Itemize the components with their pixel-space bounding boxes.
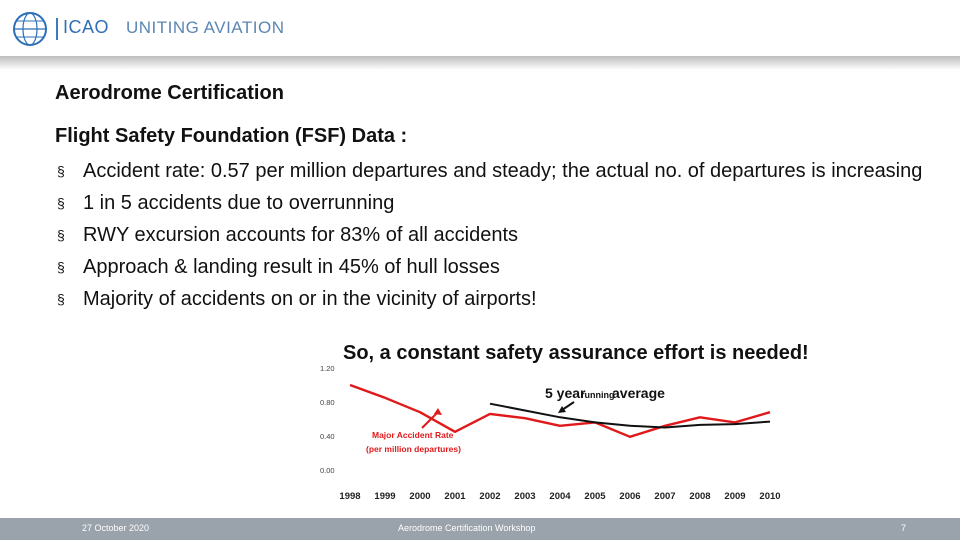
bullet-text: Majority of accidents on or in the vicinity of airports! bbox=[83, 288, 537, 310]
x-tick-label: 2005 bbox=[584, 491, 606, 502]
slide-title: Aerodrome Certification bbox=[55, 82, 284, 104]
y-tick-label: 1.20 bbox=[320, 364, 335, 373]
icao-globe-icon bbox=[12, 11, 48, 47]
x-tick-label: 2002 bbox=[479, 491, 501, 502]
x-tick-label: 2010 bbox=[759, 491, 781, 502]
bullet-text: RWY excursion accounts for 83% of all accidents bbox=[83, 224, 519, 246]
bullet-icon: § bbox=[57, 259, 65, 275]
bullet-item bbox=[55, 159, 935, 183]
bullet-icon: § bbox=[57, 291, 65, 307]
major-rate-arrowhead bbox=[434, 408, 442, 415]
bullet-text: Accident rate: 0.57 per million departures and steady; the actual no. of departures is increasing bbox=[83, 160, 923, 182]
x-tick-label: 2006 bbox=[619, 491, 641, 502]
x-tick-label: 2007 bbox=[654, 491, 676, 502]
bullet-item bbox=[55, 251, 935, 283]
x-tick-label: 2004 bbox=[549, 491, 571, 502]
bullet-item bbox=[55, 283, 935, 315]
avg-label-average: average bbox=[612, 385, 665, 401]
footer-event: Aerodrome Certification Workshop bbox=[398, 523, 536, 533]
x-tick-label: 2001 bbox=[444, 491, 466, 502]
page-number: 7 bbox=[901, 523, 907, 533]
header bbox=[0, 0, 960, 60]
avg-label-5year: 5 year bbox=[545, 385, 586, 401]
bullet-icon: § bbox=[57, 163, 65, 179]
x-tick-label: 2000 bbox=[409, 491, 431, 502]
footer-date: 27 October 2020 bbox=[82, 523, 150, 533]
header-shadow bbox=[0, 56, 960, 70]
x-tick-label: 2003 bbox=[514, 491, 536, 502]
bullet-text: Approach & landing result in 45% of hull losses bbox=[83, 256, 500, 278]
slide-subtitle: Flight Safety Foundation (FSF) Data : bbox=[55, 125, 408, 147]
x-tick-label: 1998 bbox=[339, 491, 361, 502]
logo-divider bbox=[56, 18, 58, 40]
avg-label-running: running bbox=[581, 390, 615, 400]
y-tick-label: 0.00 bbox=[320, 466, 335, 475]
x-tick-label: 1999 bbox=[374, 491, 396, 502]
logo-tagline: UNITING AVIATION bbox=[126, 18, 285, 37]
accident-rate-chart bbox=[310, 358, 790, 506]
series-line-running-average bbox=[490, 404, 770, 428]
bullet-icon: § bbox=[57, 195, 65, 211]
bullet-icon: § bbox=[57, 227, 65, 243]
bullet-text: 1 in 5 accidents due to overrunning bbox=[83, 192, 395, 214]
bullet-list bbox=[55, 155, 935, 315]
y-tick-label: 0.40 bbox=[320, 432, 335, 441]
bullet-item bbox=[55, 187, 935, 219]
y-tick-label: 0.80 bbox=[320, 398, 335, 407]
bullet-item bbox=[55, 219, 935, 251]
major-rate-label: Major Accident Rate bbox=[372, 430, 454, 440]
logo-text: ICAO bbox=[63, 17, 110, 37]
conclusion-text: So, a constant safety assurance effort is needed! bbox=[343, 342, 809, 364]
footer bbox=[0, 518, 960, 540]
x-tick-label: 2009 bbox=[724, 491, 746, 502]
x-tick-label: 2008 bbox=[689, 491, 711, 502]
major-rate-unit-label: (per million departures) bbox=[366, 444, 461, 454]
